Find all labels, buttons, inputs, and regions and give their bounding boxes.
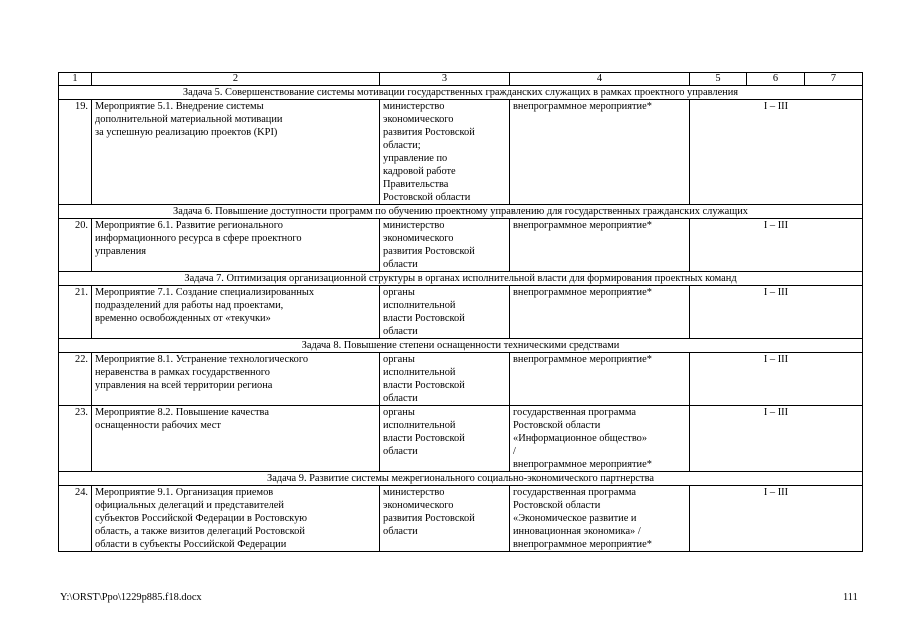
executor-name: органы исполнительной власти Ростовской области bbox=[380, 286, 510, 339]
implementation-period: I – III bbox=[690, 353, 863, 406]
task-title: Задача 9. Развитие системы межрегионального социально-экономического партнерства bbox=[59, 472, 863, 486]
column-number: 7 bbox=[805, 73, 863, 86]
funding-source: внепрограммное мероприятие* bbox=[510, 286, 690, 339]
column-number: 4 bbox=[510, 73, 690, 86]
activity-description: Мероприятие 8.1. Устранение технологического неравенства в рамках государственного управления на всей территории региона bbox=[92, 353, 380, 406]
task-heading-row bbox=[59, 472, 863, 486]
row-number: 24. bbox=[59, 486, 92, 552]
column-number: 5 bbox=[690, 73, 747, 86]
activities-table bbox=[58, 72, 863, 552]
row-number: 23. bbox=[59, 406, 92, 472]
task-title: Задача 7. Оптимизация организационной структуры в органах исполнительной власти для формирования проектных команд bbox=[59, 272, 863, 286]
row-number: 20. bbox=[59, 219, 92, 272]
row-number: 19. bbox=[59, 100, 92, 205]
implementation-period: I – III bbox=[690, 219, 863, 272]
executor-name: органы исполнительной власти Ростовской области bbox=[380, 406, 510, 472]
column-number: 3 bbox=[380, 73, 510, 86]
executor-name: министерство экономического развития Ростовской области bbox=[380, 486, 510, 552]
activity-description: Мероприятие 8.2. Повышение качества оснащенности рабочих мест bbox=[92, 406, 380, 472]
row-number: 21. bbox=[59, 286, 92, 339]
column-number: 6 bbox=[747, 73, 805, 86]
funding-source: государственная программа Ростовской области «Информационное общество» / внепрограммное мероприятие* bbox=[510, 406, 690, 472]
row-number: 22. bbox=[59, 353, 92, 406]
funding-source: внепрограммное мероприятие* bbox=[510, 219, 690, 272]
executor-name: министерство экономического развития Ростовской области bbox=[380, 219, 510, 272]
activity-description: Мероприятие 7.1. Создание специализированных подразделений для работы над проектами, временно освобожденных от «текучки» bbox=[92, 286, 380, 339]
activity-row bbox=[59, 219, 863, 272]
implementation-period: I – III bbox=[690, 286, 863, 339]
task-heading-row bbox=[59, 86, 863, 100]
activity-description: Мероприятие 9.1. Организация приемов официальных делегаций и представителей субъектов Российской Федерации в Ростовскую область, а также визитов делегаций Ростовской области в субъекты Российской Федерации bbox=[92, 486, 380, 552]
task-heading-row bbox=[59, 272, 863, 286]
activity-row bbox=[59, 286, 863, 339]
executor-name: министерство экономического развития Ростовской области; управление по кадровой работе Правительства Ростовской области bbox=[380, 100, 510, 205]
column-number-row bbox=[59, 73, 863, 86]
column-number: 1 bbox=[59, 73, 92, 86]
task-title: Задача 6. Повышение доступности программ по обучению проектному управлению для государственных гражданских служащих bbox=[59, 205, 863, 219]
task-title: Задача 8. Повышение степени оснащенности техническими средствами bbox=[59, 339, 863, 353]
activity-row bbox=[59, 406, 863, 472]
task-heading-row bbox=[59, 205, 863, 219]
footer-file-path: Y:\ORST\Ppo\1229p885.f18.docx bbox=[60, 592, 202, 603]
task-heading-row bbox=[59, 339, 863, 353]
column-number: 2 bbox=[92, 73, 380, 86]
activity-row bbox=[59, 100, 863, 205]
activity-description: Мероприятие 6.1. Развитие регионального информационного ресурса в сфере проектного управления bbox=[92, 219, 380, 272]
implementation-period: I – III bbox=[690, 406, 863, 472]
activity-row bbox=[59, 353, 863, 406]
implementation-period: I – III bbox=[690, 100, 863, 205]
activity-description: Мероприятие 5.1. Внедрение системы дополнительной материальной мотивации за успешную реализацию проектов (KPI) bbox=[92, 100, 380, 205]
funding-source: внепрограммное мероприятие* bbox=[510, 353, 690, 406]
activity-row bbox=[59, 486, 863, 552]
funding-source: государственная программа Ростовской области «Экономическое развитие и инновационная экономика» / внепрограммное мероприятие* bbox=[510, 486, 690, 552]
executor-name: органы исполнительной власти Ростовской области bbox=[380, 353, 510, 406]
implementation-period: I – III bbox=[690, 486, 863, 552]
page-number: 111 bbox=[843, 592, 858, 603]
funding-source: внепрограммное мероприятие* bbox=[510, 100, 690, 205]
task-title: Задача 5. Совершенствование системы мотивации государственных гражданских служащих в рамках проектного управления bbox=[59, 86, 863, 100]
